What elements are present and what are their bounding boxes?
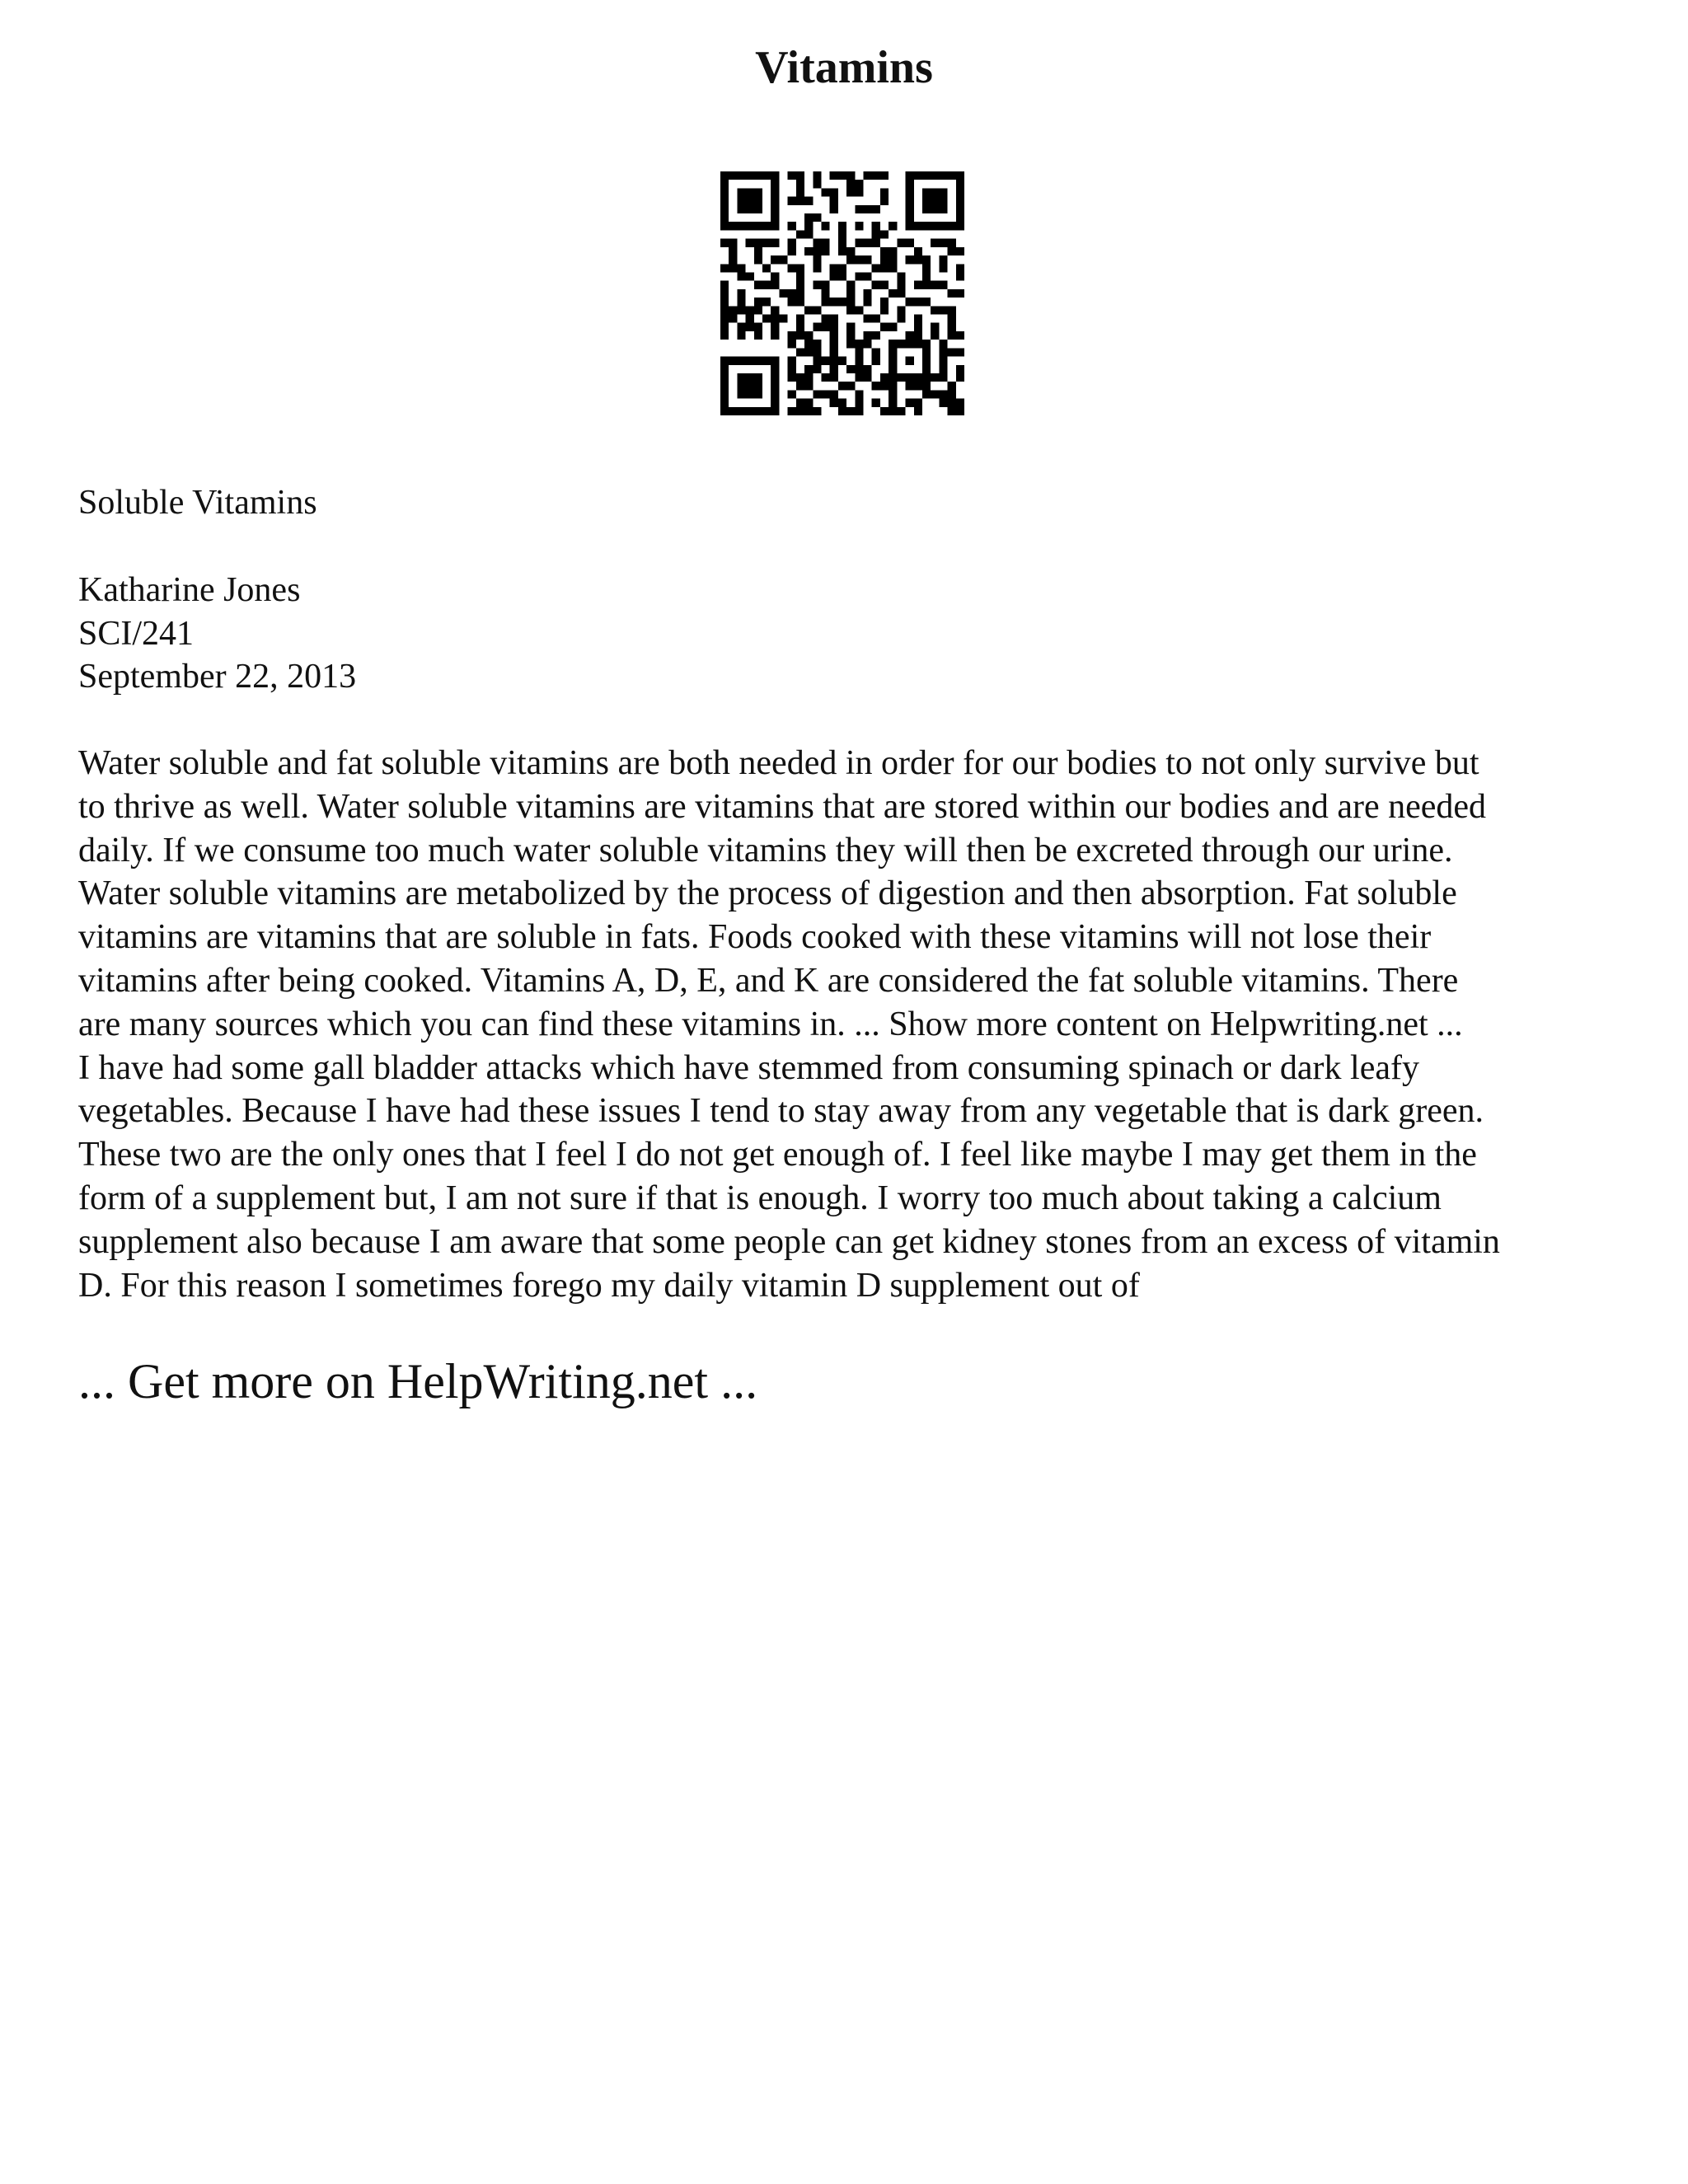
body-line: are many sources which you can find these vitamins in. ... Show more content on Helpwriting.net ... [78, 1005, 1463, 1043]
body-line: supplement also because I am aware that some people can get kidney stones from an excess of vitamin [78, 1222, 1500, 1261]
body-line: vitamins are vitamins that are soluble in fats. Foods cooked with these vitamins will not lose their [78, 918, 1432, 957]
course-code: SCI/241 [78, 614, 195, 653]
document-title: Vitamins [755, 42, 933, 93]
body-line: Water soluble and fat soluble vitamins are both needed in order for our bodies to not only survive but [78, 744, 1479, 782]
qr-code-icon [720, 171, 964, 415]
body-line: form of a supplement but, I am not sure if that is enough. I worry too much about taking a calcium [78, 1179, 1442, 1217]
body-line: D. For this reason I sometimes forego my daily vitamin D supplement out of [78, 1266, 1140, 1305]
body-line: Water soluble vitamins are metabolized by the process of digestion and then absorption. Fat soluble [78, 874, 1457, 913]
body-line: I have had some gall bladder attacks which have stemmed from consuming spinach or dark leafy [78, 1048, 1419, 1087]
body-line: These two are the only ones that I feel I do not get enough of. I feel like maybe I may get them in the [78, 1136, 1477, 1174]
body-line: vegetables. Because I have had these issues I tend to stay away from any vegetable that is dark green. [78, 1092, 1484, 1131]
document-date: September 22, 2013 [78, 658, 357, 696]
document-subtitle: Soluble Vitamins [78, 484, 317, 522]
qr-code-graphic [720, 171, 964, 415]
get-more-link[interactable]: ... Get more on HelpWriting.net ... [78, 1354, 758, 1408]
body-line: daily. If we consume too much water soluble vitamins they will then be excreted through our urine. [78, 831, 1453, 869]
author-name: Katharine Jones [78, 571, 301, 609]
author-block [78, 569, 356, 699]
body-paragraph [78, 742, 1628, 1307]
body-line: vitamins after being cooked. Vitamins A, D, E, and K are considered the fat soluble vitamins. There [78, 961, 1459, 1000]
body-line: to thrive as well. Water soluble vitamins are vitamins that are stored within our bodies and are needed [78, 787, 1487, 826]
